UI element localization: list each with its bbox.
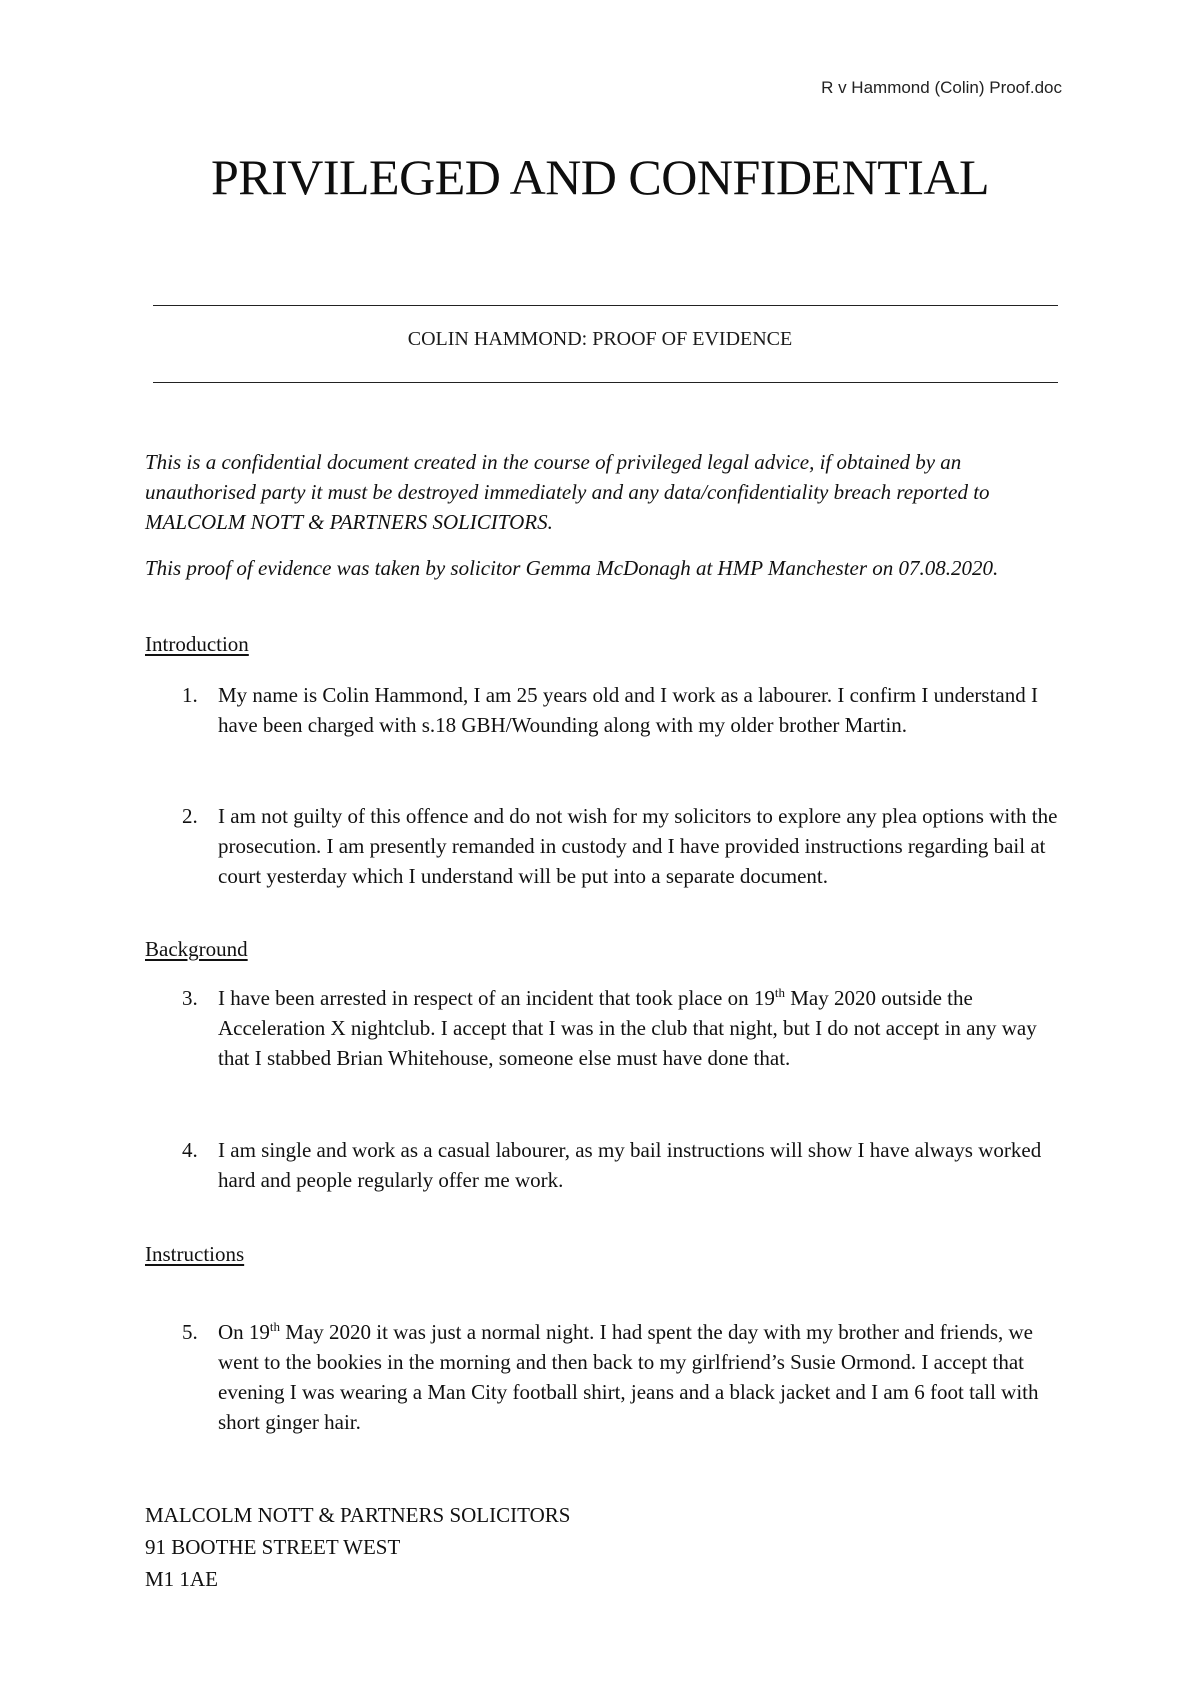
page-title: PRIVILEGED AND CONFIDENTIAL [210, 149, 990, 205]
list-item-text [218, 1317, 1060, 1437]
document-subtitle: COLIN HAMMOND: PROOF OF EVIDENCE [407, 328, 793, 350]
address-line-firm: MALCOLM NOTT & PARTNERS SOLICITORS [145, 1503, 571, 1527]
list-item-number: 2. [182, 804, 198, 828]
list-item-text-start: On 19 [218, 1320, 270, 1344]
section-heading-introduction: Introduction [145, 632, 249, 656]
list-item-number: 3. [182, 986, 198, 1010]
address-line-postcode: M1 1AE [145, 1567, 218, 1591]
ordinal-suffix: th [774, 985, 785, 1000]
address-line-street: 91 BOOTHE STREET WEST [145, 1535, 401, 1559]
confidentiality-disclaimer: This is a confidential document created in the course of privileged legal advice, if obtained by an unauthorised party it must be destroyed immediately and any data/confidentiality breach reported to MALCOLM NOTT & PARTNERS SOLICITORS. [145, 450, 990, 534]
section-heading-instructions: Instructions [145, 1242, 245, 1266]
list-item-text-end: May 2020 it was just a normal night. I had spent the day with my brother and friends, we went to the bookies in the morning and then back to my girlfriend’s Susie Ormond. I accept that evening I was wearing a Man City football shirt, jeans and a black jacket and I am 6 foot tall with short ginger hair. [218, 1320, 1039, 1434]
list-item-text-start: I have been arrested in respect of an incident that took place on 19 [218, 986, 775, 1010]
list-item-text-end: May 2020 outside the Acceleration X nightclub. I accept that I was in the club that night, but I do not accept in any way that I stabbed Brian Whitehouse, someone else must have done that. [218, 986, 1037, 1070]
list-item-text [218, 983, 1060, 1073]
document-file-name: R v Hammond (Colin) Proof.doc [821, 78, 1062, 97]
proof-note: This proof of evidence was taken by solicitor Gemma McDonagh at HMP Manchester on 07.08.2020. [145, 556, 999, 580]
list-item-number: 4. [182, 1138, 198, 1162]
section-heading-background: Background [145, 937, 248, 961]
solicitor-address [145, 1499, 570, 1595]
list-item-number: 5. [182, 1320, 198, 1344]
list-item-text: My name is Colin Hammond, I am 25 years old and I work as a labourer. I confirm I understand I have been charged with s.18 GBH/Wounding along with my older brother Martin. [218, 683, 1038, 737]
ordinal-suffix: th [269, 1319, 281, 1334]
list-item-text: I am single and work as a casual labourer, as my bail instructions will show I have always worked hard and people regularly offer me work. [218, 1138, 1042, 1192]
list-item-text: I am not guilty of this offence and do not wish for my solicitors to explore any plea options with the prosecution. I am presently remanded in custody and I have provided instructions regarding bail at court yesterday which I understand will be put into a separate document. [218, 804, 1058, 888]
bottom-divider [153, 382, 1058, 383]
list-item-number: 1. [182, 683, 198, 707]
top-divider [153, 305, 1058, 306]
